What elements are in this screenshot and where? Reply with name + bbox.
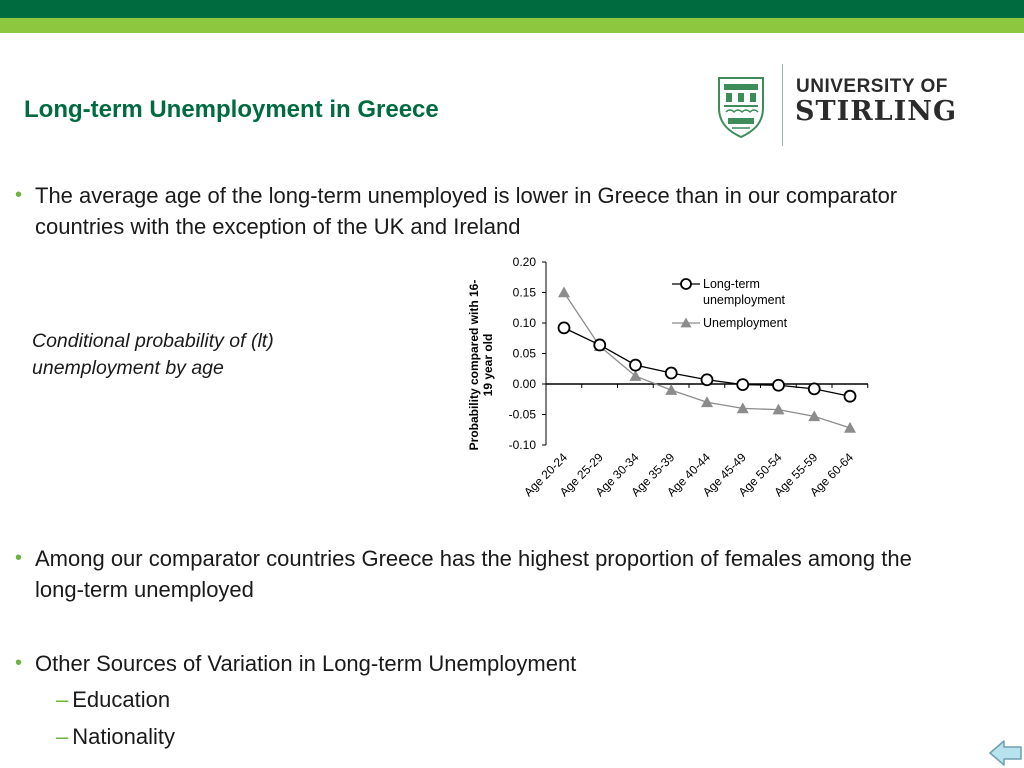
back-arrow-icon[interactable] [988,738,1024,768]
sub-bullet-dash-icon: – [56,687,69,712]
data-point [844,422,856,433]
x-tick-label: Age 55-59 [771,450,821,500]
chart-side-label: Conditional probability of (lt) unemployment by age [32,330,274,379]
data-point [630,360,641,371]
data-point [845,391,856,402]
header-band-light [0,18,1024,33]
bullet-dot-icon: • [15,547,23,569]
x-tick-label: Age 45-49 [699,450,749,500]
bullet-text: Among our comparator countries Greece has the highest proportion of females among the long-term unemployed [35,546,912,602]
y-axis-label: Probability compared with 16-19 year old [467,279,495,451]
x-tick-label: Age 30-34 [592,450,642,500]
bullet-dot-icon: • [15,652,23,674]
university-logo [714,64,964,148]
data-point [558,287,570,298]
university-crest-icon [716,74,766,140]
bullet-text: The average age of the long-term unemployed is lower in Greece than in our comparator countries with the exception of the UK and Ireland [35,183,898,239]
logo-text-line2: STIRLING [795,96,958,127]
bullet-dot-icon: • [15,184,23,206]
bullet-text: Other Sources of Variation in Long-term Unemployment [35,651,577,676]
x-tick-label: Age 60-64 [807,450,857,500]
x-tick-label: Age 20-24 [521,450,571,500]
x-tick-label: Age 40-44 [664,450,714,500]
legend-marker [681,279,691,289]
x-tick-label: Age 35-39 [628,450,678,500]
y-tick-label: 0.10 [512,316,536,330]
x-tick-label: Age 50-54 [735,450,785,500]
series-line [564,293,850,428]
sub-bullet-item [56,685,170,715]
data-point [809,383,820,394]
bullet-item [15,543,935,605]
data-point [559,322,570,333]
logo-text-line1: UNIVERSITY OF [796,76,948,97]
y-tick-label: 0.05 [512,346,536,361]
page-title: Long-term Unemployment in Greece [24,96,439,123]
header-band-dark [0,0,1024,18]
y-tick-label: 0.00 [512,377,536,391]
age-probability-chart [462,250,882,520]
sub-bullet-item [56,722,175,752]
data-point [701,396,713,407]
data-point [773,380,784,391]
bullet-item [15,648,935,679]
legend-label: Unemployment [703,316,788,330]
data-point [666,368,677,379]
y-tick-label: 0.20 [512,255,536,269]
logo-divider [782,64,783,146]
x-tick-label: Age 25-29 [556,450,606,500]
data-point [594,339,605,350]
sub-bullet-text: Nationality [72,724,175,749]
y-tick-label: -0.05 [508,407,536,422]
data-point [702,374,713,385]
y-tick-label: -0.10 [508,438,536,452]
y-tick-label: 0.15 [512,285,536,300]
sub-bullet-dash-icon: – [56,724,69,749]
legend-label: Long-term unemployment [703,277,785,307]
data-point [630,370,642,381]
data-point [665,384,677,395]
bullet-item [15,180,935,242]
sub-bullet-text: Education [72,687,171,712]
data-point [737,379,748,390]
